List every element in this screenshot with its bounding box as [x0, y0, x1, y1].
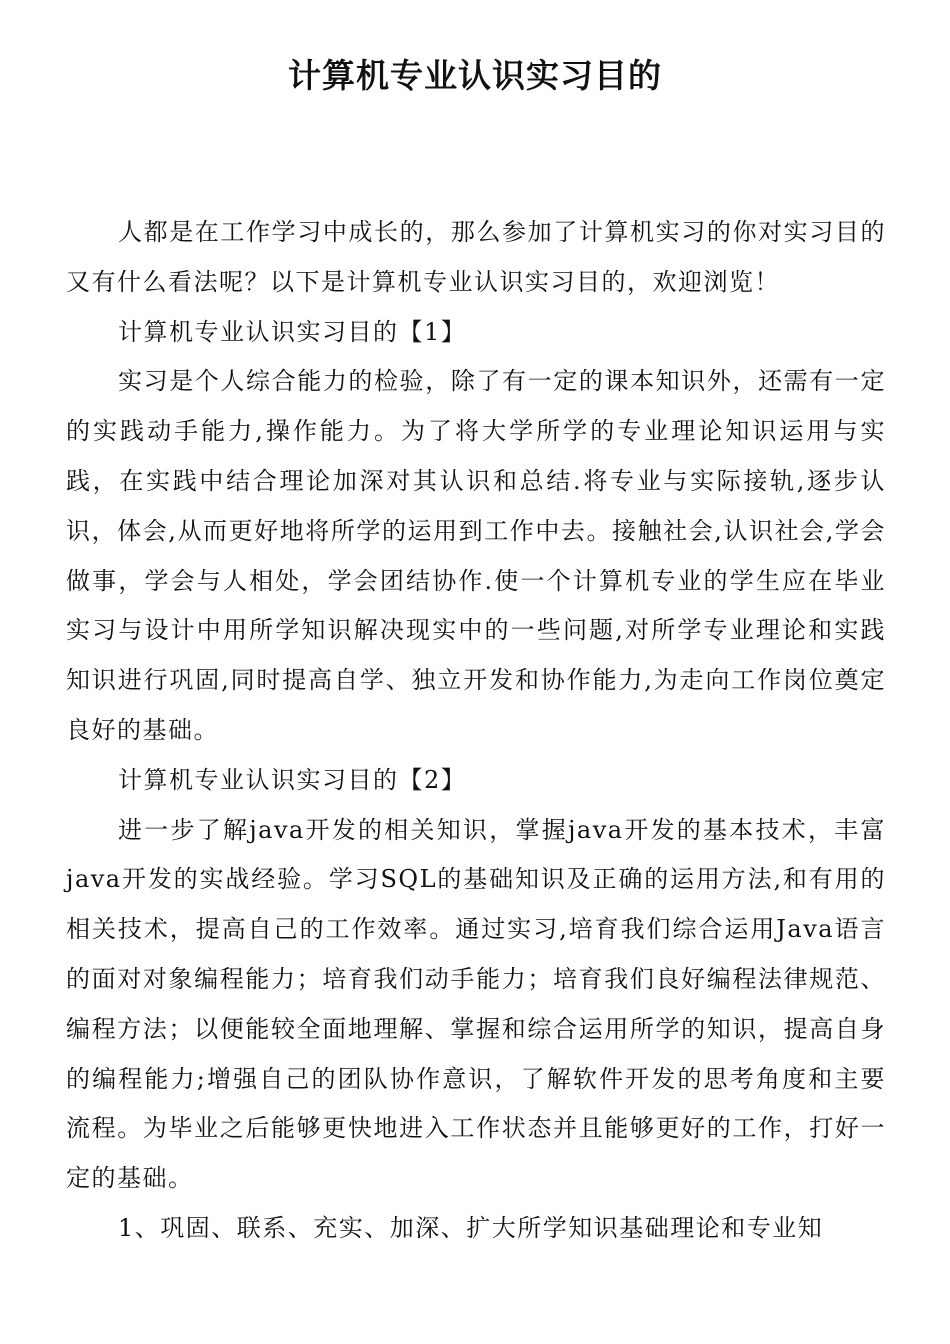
section-1-paragraph: 实习是个人综合能力的检验，除了有一定的课本知识外，还需有一定的实践动手能力,操作能力。为了将大学所学的专业理论知识运用与实践，在实践中结合理论加深对其认识和总结.将专业与实际接轨,逐步认识，体会,从而更好地将所学的运用到工作中去。接触社会,认识社会,学会做事，学会与人相处，学会团结协作.使一个计算机专业的学生应在毕业实习与设计中用所学知识解决现实中的一些问题,对所学专业理论和实践知识进行巩固,同时提高自学、独立开发和协作能力,为走向工作岗位奠定良好的基础。: [66, 367, 886, 744]
list-item-1: 1、巩固、联系、充实、加深、扩大所学知识基础理论和专业知: [118, 1213, 824, 1242]
document-body: [66, 208, 886, 1254]
section-heading-1: 计算机专业认识实习目的【1】: [118, 317, 467, 346]
section-heading-2: 计算机专业认识实习目的【2】: [118, 765, 467, 794]
intro-paragraph: 人都是在工作学习中成长的，那么参加了计算机实习的你对实习目的又有什么看法呢？以下是计算机专业认识实习目的，欢迎浏览！: [66, 218, 886, 296]
document-title: 计算机专业认识实习目的: [288, 56, 662, 95]
section-2-paragraph: 进一步了解java开发的相关知识，掌握java开发的基本技术，丰富java开发的实战经验。学习SQL的基础知识及正确的运用方法,和有用的相关技术，提高自己的工作效率。通过实习,培育我们综合运用Java语言的面对对象编程能力；培育我们动手能力；培育我们良好编程法律规范、编程方法；以便能较全面地理解、掌握和综合运用所学的知识，提高自身的编程能力;增强自己的团队协作意识，了解软件开发的思考角度和主要流程。为毕业之后能够更快地进入工作状态并且能够更好的工作，打好一定的基础。: [66, 815, 886, 1193]
